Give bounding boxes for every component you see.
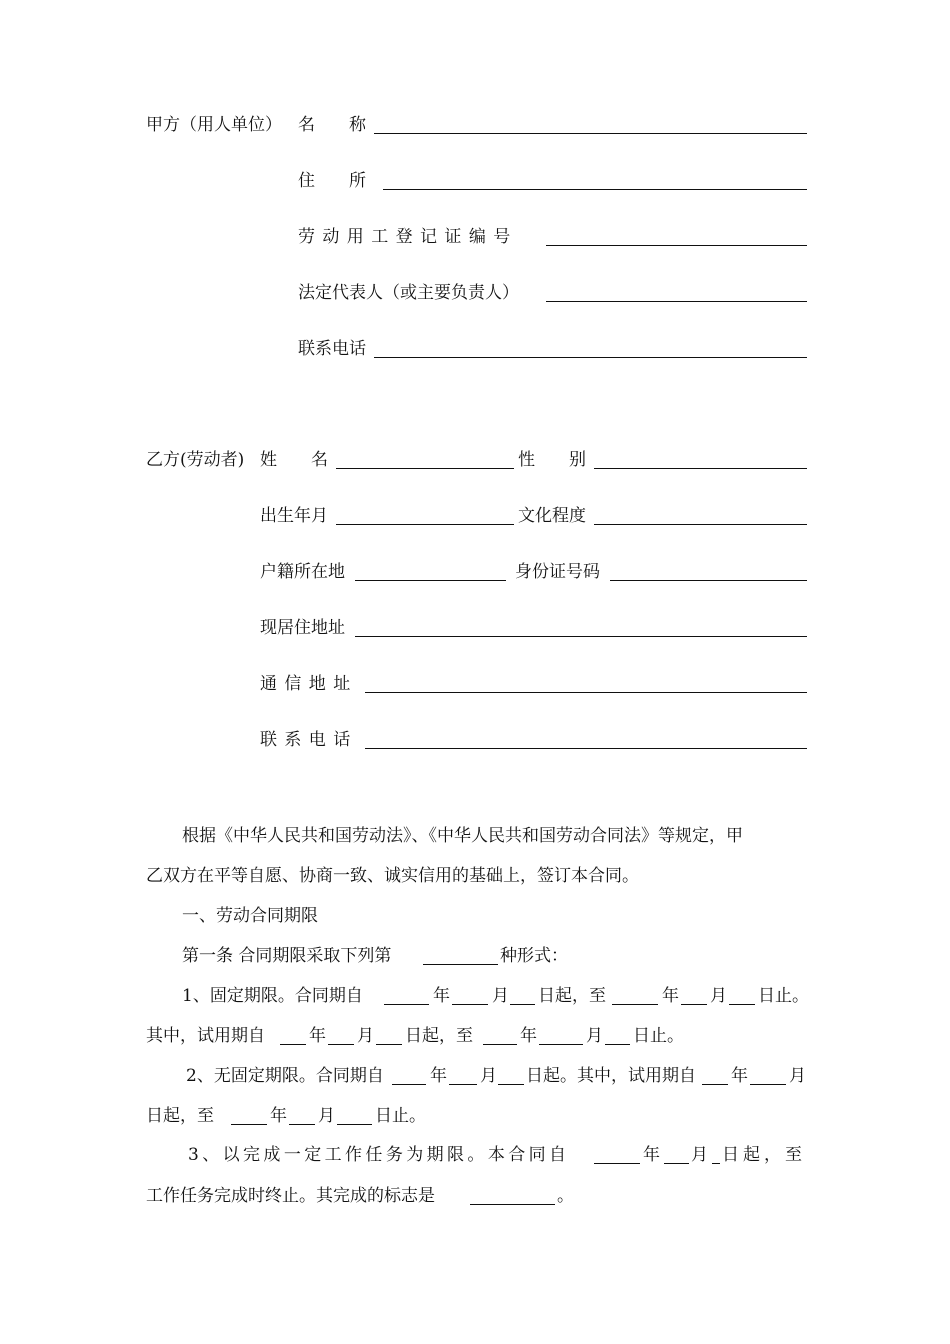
opt1-text-c: 月 [492,986,509,1006]
opt2-trial-year-field[interactable] [702,1084,728,1085]
opt2-text-g: 日起，至 [146,1106,214,1126]
party-b-mail-label: 通 信 地 址 [260,674,352,694]
opt1-start-year-field[interactable] [384,1004,429,1005]
opt2-text-e: 年 [731,1066,748,1086]
opt2-text-h: 年 [270,1106,287,1126]
intro-line-1: 根据《中华人民共和国劳动法》、《中华人民共和国劳动合同法》等规定，甲 [182,826,743,846]
opt3-completion-mark-field[interactable] [470,1204,555,1205]
opt1-trial-end-month-field[interactable] [539,1044,583,1045]
article-1-text: 第一条 合同期限采取下列第 [182,946,392,966]
opt2-start-month-field[interactable] [449,1084,477,1085]
party-a-name-label: 名 称 [298,115,366,135]
opt2-text-i: 月 [318,1106,335,1126]
opt1-trial-end-year-field[interactable] [483,1044,517,1045]
party-a-address-label: 住 所 [298,171,366,191]
party-b-residence-field[interactable] [355,636,807,637]
opt1-start-day-field[interactable] [510,1004,535,1005]
opt2-text-f: 月 [789,1066,806,1086]
party-a-legal-rep-field[interactable] [546,301,807,302]
opt1-trial-start-month-field[interactable] [328,1044,354,1045]
party-a-label: 甲方（用人单位） [146,115,282,135]
opt1-text-g: 日止。 [758,986,809,1006]
party-b-education-field[interactable] [594,524,807,525]
party-a-phone-field[interactable] [374,357,807,358]
opt1-trial-end-day-field[interactable] [605,1044,630,1045]
party-a-name-field[interactable] [374,133,807,134]
opt1-end-month-field[interactable] [681,1004,707,1005]
party-b-education-label: 文化程度 [518,506,586,526]
opt1-end-year-field[interactable] [612,1004,658,1005]
party-a-legal-rep-label: 法定代表人（或主要负责人） [298,283,519,303]
opt3-text-f: 。 [557,1186,574,1206]
party-b-hukou-label: 户籍所在地 [260,562,345,582]
party-b-residence-label: 现居住地址 [260,618,345,638]
opt2-text-b: 年 [430,1066,447,1086]
party-a-reg-no-field[interactable] [546,245,807,246]
opt1-text-f: 月 [710,986,727,1006]
party-a-reg-no-label: 劳 动 用 工 登 记 证 编 号 [298,227,512,247]
opt1-text-b: 年 [433,986,450,1006]
opt3-start-day-field[interactable] [712,1163,720,1164]
section-heading: 一、劳动合同期限 [182,906,318,926]
opt1-text-d: 日起，至 [538,986,606,1006]
party-b-phone-label: 联 系 电 话 [260,730,352,750]
opt3-text-d: 日起，至 [722,1145,806,1165]
opt3-text-b: 年 [643,1145,660,1165]
opt1-text-l: 年 [520,1026,537,1046]
opt1-text-m: 月 [586,1026,603,1046]
party-b-gender-field[interactable] [594,468,807,469]
party-b-mail-field[interactable] [365,692,807,693]
opt1-text-a: 1、固定期限。合同期自 [182,986,363,1006]
article-1-text-end: 种形式： [500,946,568,966]
party-b-label: 乙方(劳动者) [146,450,245,470]
party-b-gender-label: 性 别 [518,450,586,470]
opt3-text-e: 工作任务完成时终止。其完成的标志是 [146,1186,435,1206]
intro-line-2: 乙双方在平等自愿、协商一致、诚实信用的基础上，签订本合同。 [146,866,639,886]
opt2-start-day-field[interactable] [498,1084,524,1085]
party-b-id-field[interactable] [610,580,807,581]
opt3-text-c: 月 [691,1145,708,1165]
opt1-trial-start-year-field[interactable] [280,1044,306,1045]
party-b-hukou-field[interactable] [355,580,506,581]
opt2-trial-end-month-field[interactable] [289,1124,315,1125]
opt2-trial-month-field[interactable] [750,1084,786,1085]
opt1-text-e: 年 [662,986,679,1006]
opt1-start-month-field[interactable] [452,1004,488,1005]
opt3-text-a: 3、以完成一定工作任务为期限。本合同自 [188,1145,570,1165]
opt2-start-year-field[interactable] [392,1084,426,1085]
opt2-trial-end-day-field[interactable] [337,1124,372,1125]
party-a-phone-label: 联系电话 [298,339,366,359]
opt3-start-year-field[interactable] [594,1163,640,1164]
article-1-form-field[interactable] [423,964,498,965]
opt1-text-n: 日止。 [633,1026,684,1046]
opt1-text-h: 其中，试用期自 [146,1026,265,1046]
party-b-birth-field[interactable] [336,524,514,525]
opt2-trial-end-year-field[interactable] [231,1124,267,1125]
party-b-id-label: 身份证号码 [515,562,600,582]
opt1-end-day-field[interactable] [729,1004,755,1005]
party-a-address-field[interactable] [383,189,807,190]
party-b-name-label: 姓 名 [260,450,328,470]
opt1-trial-start-day-field[interactable] [376,1044,402,1045]
opt2-text-j: 日止。 [375,1106,426,1126]
opt2-text-a: 2、无固定期限。合同期自 [186,1066,384,1086]
opt2-text-c: 月 [480,1066,497,1086]
opt1-text-j: 月 [357,1026,374,1046]
opt1-text-i: 年 [309,1026,326,1046]
party-b-birth-label: 出生年月 [260,506,328,526]
opt3-start-month-field[interactable] [664,1163,689,1164]
party-b-phone-field[interactable] [365,748,807,749]
opt1-text-k: 日起，至 [405,1026,473,1046]
party-b-name-field[interactable] [336,468,514,469]
opt2-text-d: 日起。其中，试用期自 [526,1066,696,1086]
